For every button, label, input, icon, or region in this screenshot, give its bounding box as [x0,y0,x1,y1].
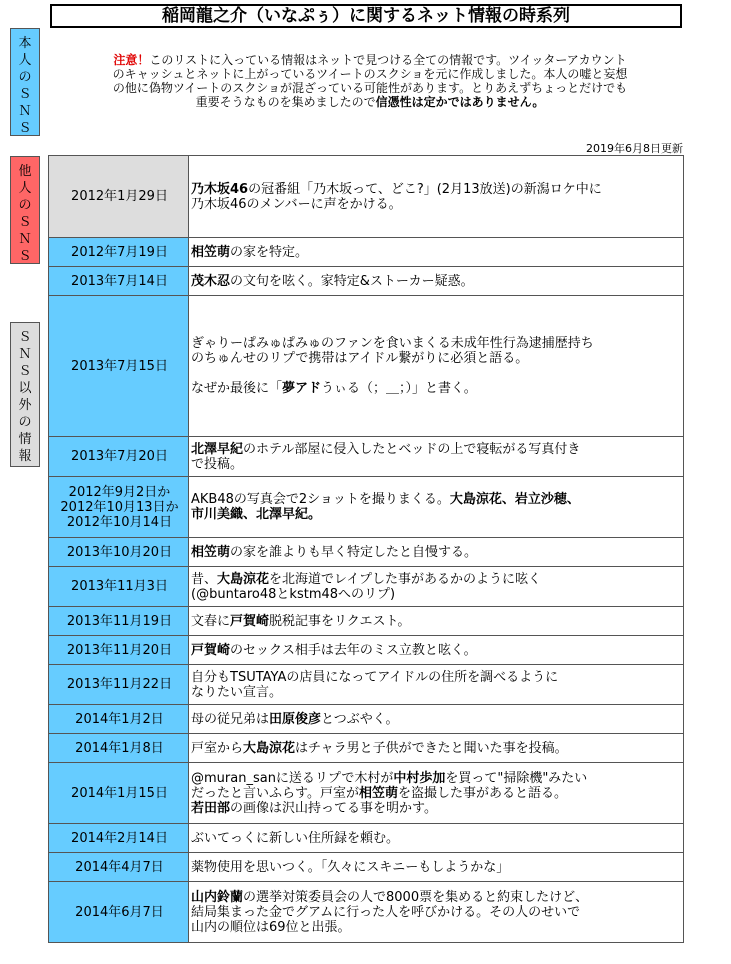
timeline-date: 2013年11月22日 [49,665,189,705]
timeline-description [189,824,684,853]
sidebar-tab-self-sns[interactable] [10,28,40,136]
highlighted-name: 乃木坂46 [191,181,249,197]
timeline-row [49,156,684,238]
sidebar-tab-char: 以 [18,381,32,396]
highlighted-name: 市川美織、北澤早紀。 [191,507,322,522]
timeline-description [189,437,684,477]
timeline-row [49,636,684,665]
description-text: なりたい宣言。 [191,684,283,700]
timeline-date-line: 2012年9月2日か [68,484,171,500]
notice-line: の他に偽物ツイートのスクショが混ざっている可能性があります。とりあえずちょっとだけでも [112,81,628,95]
sidebar-tab-char: 本 [18,36,32,51]
description-text: 自分もTSUTAYAの店員になってアイドルの住所を調べるように [191,669,559,685]
sidebar-tab-char: Ｎ [18,104,32,119]
sidebar-tab-char: 外 [18,398,32,413]
timeline-table [48,155,684,943]
timeline-date: 2012年7月19日 [49,238,189,267]
description-text: を盗撮した事があると語る。 [397,785,567,801]
timeline-description [189,882,684,943]
timeline-row [49,882,684,943]
description-text: 乃木坂46のメンバーに声をかける。 [191,196,402,212]
timeline-date: 2013年7月14日 [49,267,189,296]
sidebar-tab-char: の [18,198,32,213]
notice-disclaimer: 信憑性は定かではありません。 [375,95,545,109]
highlighted-name: 相笠萌 [191,244,231,260]
sidebar-tab-char: Ｓ [18,364,32,379]
sidebar-tab-char: Ｓ [18,215,32,230]
sidebar-tab-char: Ｓ [18,330,32,345]
highlighted-name: 北澤早紀 [191,441,244,457]
timeline-date: 2014年6月7日 [49,882,189,943]
timeline-description [189,567,684,607]
description-text: はチャラ男と子供ができたと聞いた事を投稿。 [295,740,568,756]
timeline-row [49,238,684,267]
timeline-description [189,296,684,437]
sidebar-tab-char: Ｓ [18,121,32,136]
notice-line: 重要そうなものを集めましたので [195,95,376,109]
notice-line: このリストに入っている情報はネットで見つける全ての情報です。ツイッターアカウント [149,53,627,67]
timeline-row [49,477,684,538]
notice [90,53,650,109]
timeline-row [49,607,684,636]
sidebar-tab-char: 人 [18,181,32,196]
sidebar-tab-char: の [18,415,32,430]
description-text: の文句を呟く。家特定&ストーカー疑惑。 [230,273,474,289]
timeline-row [49,538,684,567]
description-text: 昔、 [191,571,218,587]
description-text: AKB48の写真会で2ショットを撮りまくる。 [191,492,450,507]
timeline-description [189,763,684,824]
highlighted-name: 中村歩加 [393,770,446,786]
description-text: の画像は沢山持ってる事を明かす。 [230,800,437,816]
timeline-date-line: 2012年10月13日か [60,499,179,515]
sidebar-tab-char: 他 [18,164,32,179]
timeline-row [49,734,684,763]
highlighted-name: 大島涼花 [243,740,296,756]
timeline-row [49,437,684,477]
description-text: のちゅんせのリプで携帯はアイドル繋がりに必須と語る。 [191,351,529,366]
timeline-date: 2013年7月20日 [49,437,189,477]
timeline-description [189,853,684,882]
sidebar-tab-char: 報 [18,449,32,464]
sidebar-tab-non-sns[interactable] [10,322,40,467]
timeline-date: 2014年1月8日 [49,734,189,763]
highlighted-name: 大島涼花 [217,571,270,587]
highlighted-name: 戸賀崎 [230,613,270,629]
description-text: の選挙対策委員会の人で8000票を集めると約束したけど、 [243,889,589,905]
timeline-description [189,607,684,636]
notice-line: のキャッシュとネットに上がっているツイートのスクショを元に作成しました。本人の嘘と妄想 [112,67,628,81]
description-text: のセックス相手は去年のミス立教と呟く。 [230,642,477,658]
description-text: とつぶやく。 [321,711,399,727]
description-text: (@buntaro48とkstm48へのリプ) [191,586,396,602]
timeline-date: 2014年4月7日 [49,853,189,882]
timeline-row [49,296,684,437]
timeline-description [189,156,684,238]
description-text: 結局集まった金でグアムに行った人を呼びかける。その人のせいで [191,904,581,920]
highlighted-name: 戸賀崎 [191,642,231,658]
timeline-date: 2013年11月19日 [49,607,189,636]
timeline-description [189,267,684,296]
timeline-row [49,763,684,824]
description-text: @muran_sanに送るリプで木村が [191,770,394,786]
sidebar-tab-char: Ｎ [18,347,32,362]
highlighted-name: 田原俊彦 [269,711,322,727]
description-text: ぎゃりーぱみゅぱみゅのファンを食いまくる未成年性行為逮捕歴持ち [191,336,594,351]
description-text: 脱税記事をリクエスト。 [269,613,411,629]
timeline-date: 2014年2月14日 [49,824,189,853]
description-text: うぃる（；＿；）」と書く。 [321,381,477,396]
timeline-row [49,824,684,853]
highlighted-name: 若田部 [191,800,231,816]
sidebar-tab-char: の [18,70,32,85]
description-text: で投稿。 [191,456,244,472]
highlighted-name: 相笠萌 [191,544,231,560]
description-text: を買って"掃除機"みたい [445,770,588,786]
description-text: だったと言いふらす。戸室が [191,785,359,801]
highlighted-name: 相笠萌 [358,785,398,801]
description-text: なぜか最後に「 [191,381,283,396]
description-text: 文春に [191,613,231,629]
description-text: の家を特定。 [230,244,309,260]
sidebar-tab-char: 人 [18,53,32,68]
description-text: 山内の順位は69位と出張。 [191,919,351,935]
description-text: の冠番組「乃木坂って、どこ?」(2月13放送)の新潟ロケ中に [248,181,602,197]
sidebar-tab-char: Ｓ [18,87,32,102]
highlighted-name: 大島涼花、岩立沙穂、 [449,492,580,507]
timeline-date: 2012年1月29日 [49,156,189,238]
description-text: 薬物使用を思いつく。「久々にスキニーもしようかな」 [191,859,510,875]
sidebar-tab-other-sns[interactable] [10,156,40,264]
description-text: 戸室から [191,740,244,756]
sidebar-tab-char: 情 [18,432,32,447]
sidebar-tab-char: Ｓ [18,249,32,264]
description-text: 母の従兄弟は [191,711,270,727]
timeline-row [49,567,684,607]
timeline-description [189,734,684,763]
highlighted-name: 山内鈴蘭 [191,889,244,905]
timeline-description [189,636,684,665]
description-text: を北海道でレイプした事があるかのように呟く [269,571,541,587]
timeline-row [49,705,684,734]
timeline-description [189,238,684,267]
description-text: のホテル部屋に侵入したとベッドの上で寝転がる写真付き [243,441,581,457]
description-text: ぶいてっくに新しい住所録を頼む。 [191,830,400,846]
timeline-description [189,477,684,538]
timeline-description [189,665,684,705]
timeline-date-line: 2012年10月14日 [66,514,173,530]
timeline-date: 2013年7月15日 [49,296,189,437]
highlighted-name: 茂木忍 [191,273,231,289]
timeline-date: 2013年11月3日 [49,567,189,607]
sidebar-tab-char: Ｎ [18,232,32,247]
timeline-date: 2014年1月2日 [49,705,189,734]
highlighted-name: 夢アド [282,381,322,396]
last-updated: 2019年6月8日更新 [586,142,683,155]
timeline-date [49,477,189,538]
page-title: 稲岡龍之介（いなぷぅ）に関するネット情報の時系列 [50,4,682,28]
timeline-description [189,538,684,567]
timeline-date: 2014年1月15日 [49,763,189,824]
timeline-description [189,705,684,734]
timeline-row [49,665,684,705]
timeline-row [49,853,684,882]
timeline-date: 2013年11月20日 [49,636,189,665]
timeline-row [49,267,684,296]
timeline-date: 2013年10月20日 [49,538,189,567]
notice-warning: 注意！ [113,53,150,67]
description-text: の家を誰よりも早く特定したと自慢する。 [230,544,478,560]
